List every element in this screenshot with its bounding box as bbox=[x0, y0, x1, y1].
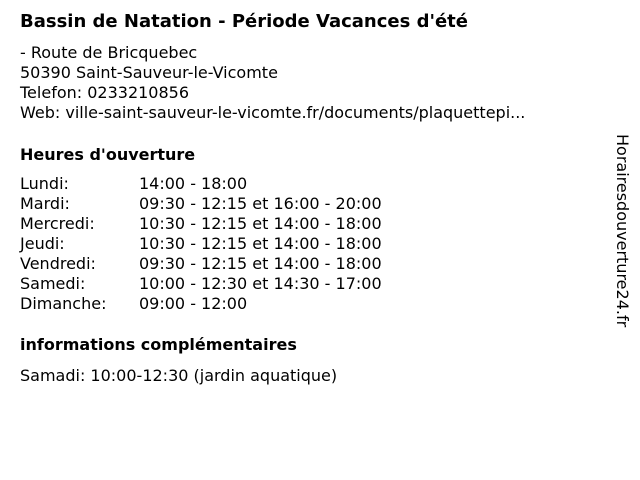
phone-number: Telefon: 0233210856 bbox=[20, 83, 190, 102]
website-url: Web: ville-saint-sauveur-le-vicomte.fr/documents/plaquettepi... bbox=[20, 103, 526, 122]
street-address: - Route de Bricquebec bbox=[20, 43, 198, 62]
day-label: Vendredi: bbox=[20, 254, 96, 273]
day-label: Mercredi: bbox=[20, 214, 95, 233]
watermark-text: Horairesdouverture24.fr bbox=[613, 134, 632, 328]
time-range: 10:30 - 12:15 et 14:00 - 18:00 bbox=[139, 234, 382, 253]
opening-hours-heading: Heures d'ouverture bbox=[20, 145, 196, 164]
day-label: Jeudi: bbox=[20, 234, 65, 253]
time-range: 09:30 - 12:15 et 16:00 - 20:00 bbox=[139, 194, 382, 213]
site-watermark bbox=[612, 134, 634, 374]
page-title: Bassin de Natation - Période Vacances d'été bbox=[20, 11, 468, 32]
day-label: Samedi: bbox=[20, 274, 86, 293]
time-range: 09:30 - 12:15 et 14:00 - 18:00 bbox=[139, 254, 382, 273]
time-range: 10:00 - 12:30 et 14:30 - 17:00 bbox=[139, 274, 382, 293]
city-address: 50390 Saint-Sauveur-le-Vicomte bbox=[20, 63, 278, 82]
time-range: 10:30 - 12:15 et 14:00 - 18:00 bbox=[139, 214, 382, 233]
day-label: Dimanche: bbox=[20, 294, 107, 313]
additional-info-heading: informations complémentaires bbox=[20, 335, 297, 354]
day-label: Lundi: bbox=[20, 174, 69, 193]
time-range: 09:00 - 12:00 bbox=[139, 294, 248, 313]
day-label: Mardi: bbox=[20, 194, 70, 213]
address-block bbox=[20, 43, 525, 123]
additional-info-text: Samadi: 10:00-12:30 (jardin aquatique) bbox=[20, 366, 338, 385]
time-range: 14:00 - 18:00 bbox=[139, 174, 248, 193]
